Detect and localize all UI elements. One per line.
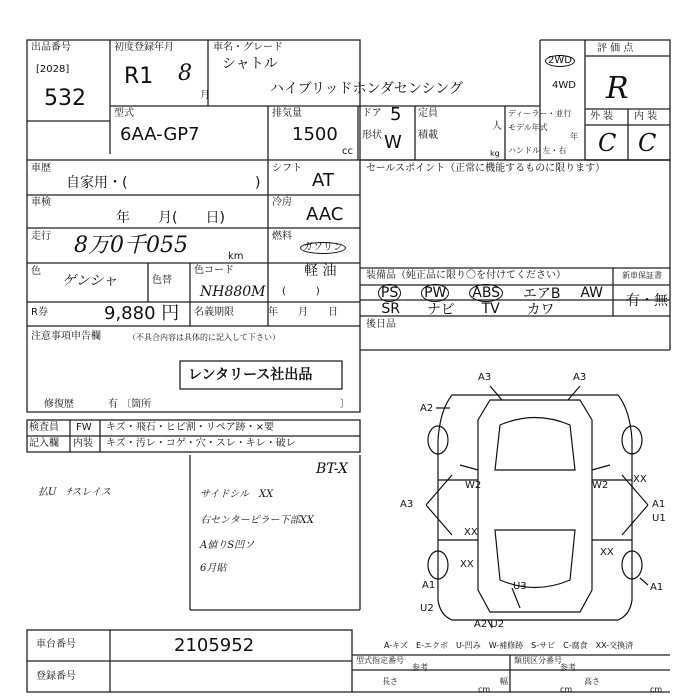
fw-items: キズ・飛石・ヒビ割・リペア跡・×要 <box>106 422 274 433</box>
exterior-grade: C <box>598 129 617 157</box>
mark-u1-right: U1 <box>652 513 666 524</box>
note-1: 払U ﾁスレイス <box>38 487 111 498</box>
person-unit: 人 <box>492 121 502 132</box>
equip-sr[interactable]: SR <box>381 300 401 317</box>
load-label: 積載 <box>418 130 438 141</box>
inspector-label: 検査員 <box>29 422 59 433</box>
new-warranty: 有・無 <box>626 293 668 309</box>
interior-small-label: 内装 <box>73 438 93 449</box>
term-label: 名義期限 <box>194 307 234 318</box>
mark-a1-rear: A1 <box>650 582 664 593</box>
sales-label: セールスポイント（正常に機能するものに限ります） <box>366 163 606 174</box>
year-code: [2028] <box>36 64 70 75</box>
first-reg-label: 初度登録年月 <box>114 42 174 53</box>
shift-label: シフト <box>272 163 302 174</box>
fuel-diesel: 軽 油 <box>304 263 337 279</box>
rear-label: 後日品 <box>366 319 396 330</box>
equip-ps[interactable]: PS <box>378 284 401 302</box>
note-5: 6月貼 <box>200 563 227 574</box>
car-name: シャトル <box>222 56 278 72</box>
year-unit: 年 <box>570 132 578 141</box>
model-label: 車名・グレード <box>213 42 283 53</box>
inspection-label: 車検 <box>31 197 51 208</box>
mark-w2-right: W2 <box>592 480 609 491</box>
width-label: 幅 <box>500 677 508 686</box>
recycle-fee: 9,880 円 <box>104 303 180 324</box>
mark-xx-right-top: XX <box>633 474 647 485</box>
chassis-label: 車台番号 <box>36 639 76 650</box>
note-2: サイドシル XX <box>200 489 274 500</box>
height-label: 高さ <box>584 677 600 686</box>
mark-a3-top-right: A3 <box>573 372 587 383</box>
rating: R <box>606 71 629 106</box>
fuel-paren: ( ) <box>282 286 320 297</box>
color-label: 色 <box>31 266 41 277</box>
mark-a3-top-left: A3 <box>478 372 492 383</box>
equip-abs[interactable]: ABS <box>469 284 503 302</box>
rental-stamp: レンタリース社出品 <box>188 367 313 383</box>
ref-1: 参考 <box>412 663 428 672</box>
mark-a2-front: A2 <box>420 403 434 414</box>
km-unit: km <box>228 251 244 262</box>
month-unit: 月 <box>200 90 210 101</box>
class-label: 類別区分番号 <box>514 656 562 665</box>
ac-label: 冷房 <box>272 197 292 208</box>
shift: AT <box>312 170 334 191</box>
notes-label: 注意事項申告欄 <box>31 331 101 342</box>
lot-number: 532 <box>44 86 86 111</box>
term-value: 年 月 日 <box>268 307 338 318</box>
mark-a3-left: A3 <box>400 499 414 510</box>
spec-label: 型式指定番号 <box>356 656 404 665</box>
cc-unit: cc <box>342 146 353 157</box>
interior-items: キズ・汚レ・コゲ・穴・スレ・キレ・破レ <box>106 438 296 449</box>
equip-label: 装備品（純正品に限り〇を付けてください） <box>366 270 566 281</box>
fw-label: FW <box>76 422 92 433</box>
entry-label: 記入欄 <box>29 438 59 449</box>
shape: W <box>384 132 402 153</box>
displacement: 1500 <box>292 124 338 145</box>
cm-3: cm <box>650 685 663 694</box>
mark-u3: U3 <box>513 581 527 592</box>
length-label: 長さ <box>382 677 398 686</box>
drive-4wd: 4WD <box>552 80 576 91</box>
month: 8 <box>178 61 192 86</box>
handle-label: ハンドル 左・右 <box>508 146 567 155</box>
lot-label: 出品番号 <box>31 42 71 53</box>
mark-a1-right: A1 <box>652 499 666 510</box>
interior-grade: C <box>638 129 657 157</box>
displacement-label: 排気量 <box>272 108 302 119</box>
grade: ハイブリッドホンダセンシング <box>270 81 463 97</box>
equip-navi[interactable]: ナビ <box>426 301 455 318</box>
reg-label: 登録番号 <box>36 671 76 682</box>
history-label: 車歴 <box>31 163 51 174</box>
fuel-gas: ガソリン <box>300 242 346 254</box>
exterior-label: 外 装 <box>590 111 614 122</box>
interior-label: 内 装 <box>634 111 658 122</box>
model-type: 6AA-GP7 <box>120 124 200 145</box>
mark-a2-u2: A2 U2 <box>474 619 505 630</box>
mark-xx-left: XX <box>464 527 478 538</box>
type-label: 型式 <box>114 108 134 119</box>
cm-1: cm <box>478 685 491 694</box>
color-code: NH880M <box>200 284 266 300</box>
note-3: 右センターピラー下部XX <box>200 515 314 526</box>
equip-aw[interactable]: AW <box>580 284 604 301</box>
mark-xx-right: XX <box>600 547 614 558</box>
damage-legend: A-キズ E-エクボ U-凹み W-補修跡 S-サビ C-腐食 XX-交換済 <box>384 641 634 650</box>
color-change-label: 色替 <box>152 275 172 286</box>
model-year-label: モデル年式 <box>508 123 548 132</box>
capacity-label: 定員 <box>418 108 438 119</box>
equip-pw[interactable]: PW <box>421 284 449 302</box>
repair-label: 修復歴 <box>44 399 74 410</box>
ac: AAC <box>306 204 344 225</box>
note-4: A値りS凹ソ <box>200 540 255 551</box>
mark-a1-lower: A1 <box>422 580 436 591</box>
fuel-label: 燃料 <box>272 231 292 242</box>
equip-airbag[interactable]: エアB <box>522 285 561 302</box>
cm-2: cm <box>560 685 573 694</box>
history-close: ) <box>255 175 261 191</box>
dealer-label: ディーラー・並行 <box>508 109 572 118</box>
repair-value: 有 〔箇所 <box>108 399 152 410</box>
mileage-label: 走行 <box>31 231 51 242</box>
ref-2: 参考 <box>560 663 576 672</box>
mark-xx-lower: XX <box>460 559 474 570</box>
inspection-value: 年 月( 日) <box>116 210 225 226</box>
door-label: ドア <box>362 108 382 119</box>
doors: 5 <box>390 104 402 125</box>
color-code-label: 色コード <box>194 265 234 276</box>
recycle-label: R券 <box>31 307 48 318</box>
era: R1 <box>124 64 154 89</box>
drive-2wd: 2WD <box>545 55 575 67</box>
equip-tv[interactable]: TV <box>481 300 500 317</box>
mark-u2: U2 <box>420 603 434 614</box>
notes-sub: （不具合内容は具体的に記入して下さい） <box>128 333 280 342</box>
color: ゲンシャ <box>62 273 118 289</box>
kg-unit: kg <box>490 149 500 158</box>
mileage: 8万0千055 <box>74 233 188 258</box>
chassis-number: 2105952 <box>174 635 255 656</box>
history-value: 自家用・( <box>66 175 128 191</box>
repair-close: 〕 <box>340 399 350 410</box>
note-bt: BT-X <box>316 461 349 477</box>
new-warranty-label: 新車保証書 <box>622 271 662 280</box>
rating-label: 評 価 点 <box>597 43 634 54</box>
shape-label: 形状 <box>362 130 382 141</box>
equip-leather[interactable]: カワ <box>526 301 555 318</box>
mark-w2-left: W2 <box>465 480 482 491</box>
